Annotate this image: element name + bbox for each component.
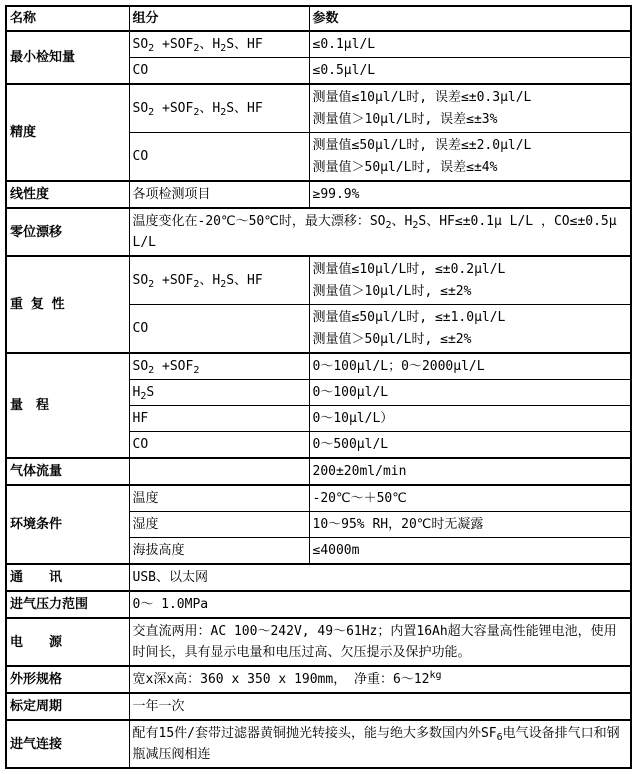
component-cell: 湿度 <box>129 512 309 538</box>
parameter-line: 200±20ml/min <box>312 464 407 479</box>
parameter-cell <box>309 512 631 538</box>
component-cell: $H_2S$ <box>129 380 309 406</box>
parameter-cell <box>129 591 631 618</box>
section-name-cell: 电 源 <box>6 618 129 666</box>
column-header: 参数 <box>309 6 631 31</box>
section-name-cell: 环境条件 <box>6 485 129 564</box>
parameter-cell <box>309 380 631 406</box>
parameter-line: USB、以太网 <box>132 570 208 585</box>
parameter-line: ≤4000m <box>312 543 360 558</box>
parameter-cell <box>309 432 631 459</box>
table-row <box>6 458 631 485</box>
parameter-line: 测量值＞10μl/L时, 误差≤±3% <box>312 112 498 127</box>
parameter-cell <box>309 133 631 182</box>
section-name-cell: 零位漂移 <box>6 208 129 256</box>
section-name-cell: 标定周期 <box>6 693 129 720</box>
table-row <box>6 353 631 380</box>
column-header: 组分 <box>129 6 309 31</box>
section-name-cell: 精度 <box>6 84 129 181</box>
parameter-line: 0～100μl/L <box>312 385 389 400</box>
parameter-line: ≥99.9% <box>312 187 360 202</box>
parameter-cell <box>309 84 631 133</box>
parameter-cell <box>129 618 631 666</box>
parameter-cell <box>309 305 631 354</box>
header-row <box>6 6 631 31</box>
parameter-cell <box>309 406 631 432</box>
section-name-cell: 最小检知量 <box>6 31 129 84</box>
component-cell: 海拔高度 <box>129 538 309 565</box>
parameter-cell <box>129 666 631 693</box>
component-cell: CO <box>129 58 309 85</box>
parameter-cell <box>129 564 631 591</box>
parameter-cell <box>309 58 631 85</box>
component-cell <box>129 458 309 485</box>
parameter-line: 配有15件/套带过滤器黄铜抛光转接头，能与绝大多数国内外$SF_6$电气设备排气口和钢瓶减压阀相连 <box>132 726 620 762</box>
spec-table-header <box>6 6 631 31</box>
parameter-line: 宽x深x高：360 x 350 x 190mm， 净重：$6\sim 12^{kg}$ <box>132 670 442 687</box>
component-cell: $SO_2 +SOF_2$、$H_2S$、HF <box>129 84 309 133</box>
parameter-line: 10～95% RH，20℃时无凝露 <box>312 517 484 532</box>
parameter-cell <box>129 693 631 720</box>
section-name-cell: 量 程 <box>6 353 129 458</box>
section-name-cell: 气体流量 <box>6 458 129 485</box>
parameter-cell <box>309 256 631 305</box>
table-row <box>6 591 631 618</box>
parameter-line: 测量值＞50μl/L时, ≤±2% <box>312 332 472 347</box>
parameter-line: 交直流两用：AC 100～242V, 49～61Hz；内置16Ah超大容量高性能锂电池，使用时间长，具有显示电量和电压过高、欠压提示及保护功能。 <box>132 624 617 660</box>
table-row <box>6 693 631 720</box>
parameter-cell <box>309 538 631 565</box>
section-name-cell: 线性度 <box>6 181 129 208</box>
parameter-line: 测量值≤50μl/L时, 误差≤±2.0μl/L <box>312 138 532 153</box>
component-cell: 各项检测项目 <box>129 181 309 208</box>
component-cell: HF <box>129 406 309 432</box>
section-name-cell: 通 讯 <box>6 564 129 591</box>
parameter-line: ≤0.5μl/L <box>312 63 376 78</box>
table-row <box>6 720 631 768</box>
component-cell: $SO_2 +SOF_2$、$H_2S$、HF <box>129 31 309 58</box>
parameter-cell <box>309 458 631 485</box>
table-row <box>6 208 631 256</box>
component-cell: CO <box>129 432 309 459</box>
column-header: 名称 <box>6 6 129 31</box>
parameter-line: 0～ 1.0MPa <box>132 597 209 612</box>
parameter-line: ≤0.1μl/L <box>312 37 376 52</box>
parameter-line: 测量值＞10μl/L时, ≤±2% <box>312 284 472 299</box>
component-cell: $SO_2 +SOF_2$ <box>129 353 309 380</box>
table-row <box>6 256 631 305</box>
table-row <box>6 618 631 666</box>
parameter-line: 测量值＞50μl/L时, 误差≤±4% <box>312 160 498 175</box>
parameter-cell <box>309 353 631 380</box>
component-cell: CO <box>129 305 309 354</box>
parameter-cell <box>309 485 631 512</box>
component-cell: 温度 <box>129 485 309 512</box>
section-name-cell: 重 复 性 <box>6 256 129 353</box>
parameter-cell <box>129 720 631 768</box>
table-row <box>6 564 631 591</box>
parameter-line: 0～10μl/L） <box>312 411 394 426</box>
parameter-line: 温度变化在-20℃～50℃时，最大漂移：$SO_2$、$H_2S$、HF≤±0.1μ L/L ，CO≤±0.5μ L/L <box>132 214 617 250</box>
parameter-line: 测量值≤10μl/L时, 误差≤±0.3μl/L <box>312 90 532 105</box>
section-name-cell: 进气压力范围 <box>6 591 129 618</box>
table-row <box>6 84 631 133</box>
spec-table <box>5 5 632 769</box>
section-name-cell: 进气连接 <box>6 720 129 768</box>
spec-table-body <box>6 31 631 768</box>
parameter-cell <box>309 31 631 58</box>
table-row <box>6 31 631 58</box>
parameter-line: 测量值≤10μl/L时, ≤±0.2μl/L <box>312 262 506 277</box>
component-cell: $SO_2 +SOF_2$、$H_2S$、HF <box>129 256 309 305</box>
parameter-line: -20℃～＋50℃ <box>312 491 407 506</box>
parameter-line: 一年一次 <box>132 699 185 714</box>
table-row <box>6 666 631 693</box>
table-row <box>6 181 631 208</box>
section-name-cell: 外形规格 <box>6 666 129 693</box>
component-cell: CO <box>129 133 309 182</box>
parameter-line: 0～100μl/L；0～2000μl/L <box>312 359 485 374</box>
table-row <box>6 485 631 512</box>
parameter-cell <box>309 181 631 208</box>
parameter-cell <box>129 208 631 256</box>
parameter-line: 0～500μl/L <box>312 437 389 452</box>
parameter-line: 测量值≤50μl/L时, ≤±1.0μl/L <box>312 310 506 325</box>
